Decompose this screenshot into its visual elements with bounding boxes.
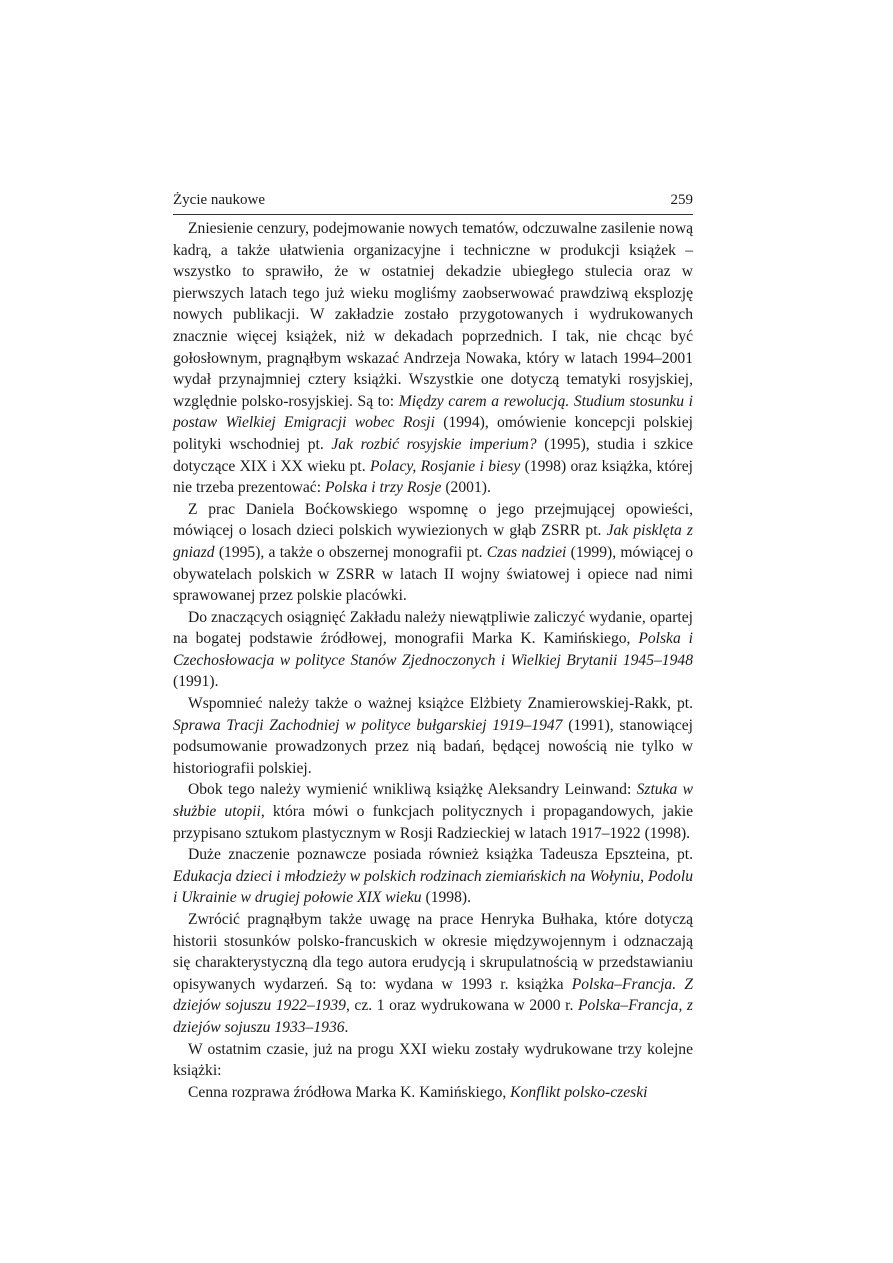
text-run: , która mówi o funkcjach politycznych i propagandowych, jakie przypisano sztukom plastycznym w Rosji Radzieckiej w latach 1917–1922 (1998). bbox=[173, 803, 693, 842]
body-text bbox=[173, 218, 693, 1103]
text-run: Zwrócić pragnąłbym także uwagę na prace Henryka Bułhaka, które dotyczą historii stosunków polsko-francuskich w okresie międzywojennym i odznaczają się charakterystyczną dla tego autora erudycją i skrupulatnością w przedstawianiu opisywanych wydarzeń. Są to: wydana w 1993 r. książka bbox=[173, 911, 693, 993]
text-run: (1991). bbox=[173, 673, 219, 691]
book-title: Polska i trzy Rosje bbox=[324, 479, 442, 497]
paragraph bbox=[173, 909, 693, 1039]
book-title: Polska–Francja. Z dziejów sojuszu 1922–1939 bbox=[173, 975, 693, 1015]
paragraph bbox=[173, 499, 693, 607]
book-title: Czas nadziei bbox=[486, 543, 567, 561]
text-run: (1995), a także o obszernej monografii pt. bbox=[214, 543, 487, 561]
text-run: (2001). bbox=[441, 479, 491, 497]
paragraph bbox=[173, 693, 693, 779]
book-title: Konflikt polsko-czeski bbox=[510, 1083, 648, 1101]
paragraph bbox=[173, 1082, 693, 1104]
text-run: (1991), stanowiącej podsumowanie prowadzonych przez nią badań, będącej nowością nie tylko w historiografii polskiej. bbox=[173, 716, 693, 777]
text-run: , cz. 1 oraz wydrukowana w 2000 r. bbox=[345, 997, 578, 1015]
running-title: Życie naukowe bbox=[173, 192, 266, 208]
book-title: Polska i Czechosłowacja w polityce Stanów Zjednoczonych i Wielkiej Brytanii 1945–1948 bbox=[173, 630, 693, 669]
paragraph bbox=[173, 779, 693, 844]
book-title: Sprawa Tracji Zachodniej w polityce bułgarskiej 1919–1947 bbox=[173, 716, 563, 734]
text-run: Duże znaczenie poznawcze posiada również książka Tadeusza Epszteina, pt. bbox=[188, 846, 693, 864]
text-run: . bbox=[344, 1018, 349, 1036]
text-run: Do znaczących osiągnięć Zakładu należy niewątpliwie zaliczyć wydanie, opartej na bogatej podstawie źródłowej, monografii Marka K. Kamińskiego, bbox=[173, 608, 693, 648]
paragraph bbox=[173, 607, 693, 693]
paragraph bbox=[173, 844, 693, 909]
paragraph bbox=[173, 218, 693, 499]
text-run: (1994), omówienie koncepcji polskiej polityki wschodniej pt. bbox=[173, 414, 693, 453]
running-header bbox=[173, 192, 693, 215]
text-run: Cenna rozprawa źródłowa Marka K. Kamińskiego, bbox=[188, 1083, 511, 1101]
page-number: 259 bbox=[670, 192, 693, 208]
book-title: Jak pisklęta z gniazd bbox=[173, 522, 694, 561]
text-run: Z prac Daniela Boćkowskiego wspomnę o jego przejmującej opowieści, mówiącej o losach dzieci polskich wywiezionych w głąb ZSRR pt. bbox=[173, 500, 693, 540]
text-run: (1998). bbox=[421, 889, 471, 907]
text-run: Zniesienie cenzury, podejmowanie nowych tematów, odczuwalne zasilenie nową kadrą, a także ułatwienia organizacyjne i techniczne w produkcji książek – wszystko to sprawiło, że w ostatniej dekadzie ubiegłego stulecia oraz w pierwszych latach tego już wieku mogliśmy zaobserwować prawdziwą eksplozję nowych publikacji. W zakładzie zostało przygotowanych i wydrukowanych znacznie więcej książek, niż w dekadach poprzednich. I tak, nie chcąc być gołosłownym, pragnąłbym wskazać Andrzeja Nowaka, który w latach 1994–2001 wydał przynajmniej cztery książki. Wszystkie one dotyczą tematyki rosyjskiej, względnie polsko-rosyjskiej. Są to: bbox=[173, 220, 694, 410]
book-title: Jak rozbić rosyjskie imperium? bbox=[331, 435, 537, 453]
book-title: Sztuka w służbie utopii bbox=[173, 781, 694, 821]
book-title: Między carem a rewolucją. Studium stosunku i postaw Wielkiej Emigracji wobec Rosji bbox=[173, 392, 693, 432]
paragraph bbox=[173, 1039, 693, 1082]
book-title: Edukacja dzieci i młodzieży w polskich rodzinach ziemiańskich na Wołyniu, Podolu i Ukrainie w drugiej połowie XIX wieku bbox=[173, 867, 693, 907]
book-title: Polacy, Rosjanie i biesy bbox=[370, 457, 521, 475]
text-run: Obok tego należy wymienić wnikliwą książkę Aleksandry Leinwand: bbox=[188, 781, 637, 799]
text-run: W ostatnim czasie, już na progu XXI wieku zostały wydrukowane trzy kolejne książki: bbox=[173, 1040, 693, 1080]
text-run: (1995), studia i szkice dotyczące XIX i XX wieku pt. bbox=[173, 435, 693, 475]
text-run: (1999), mówiącej o obywatelach polskich w ZSRR w latach II wojny światowej i opiece nad nimi sprawowanej przez polskie placówki. bbox=[173, 543, 694, 605]
text-run: (1998) oraz książka, której nie trzeba prezentować: bbox=[173, 457, 694, 497]
book-title: Polska–Francja, z dziejów sojuszu 1933–1936 bbox=[173, 997, 694, 1036]
text-run: Wspomnieć należy także o ważnej książce Elżbiety Znamierowskiej-Rakk, pt. bbox=[188, 695, 693, 713]
